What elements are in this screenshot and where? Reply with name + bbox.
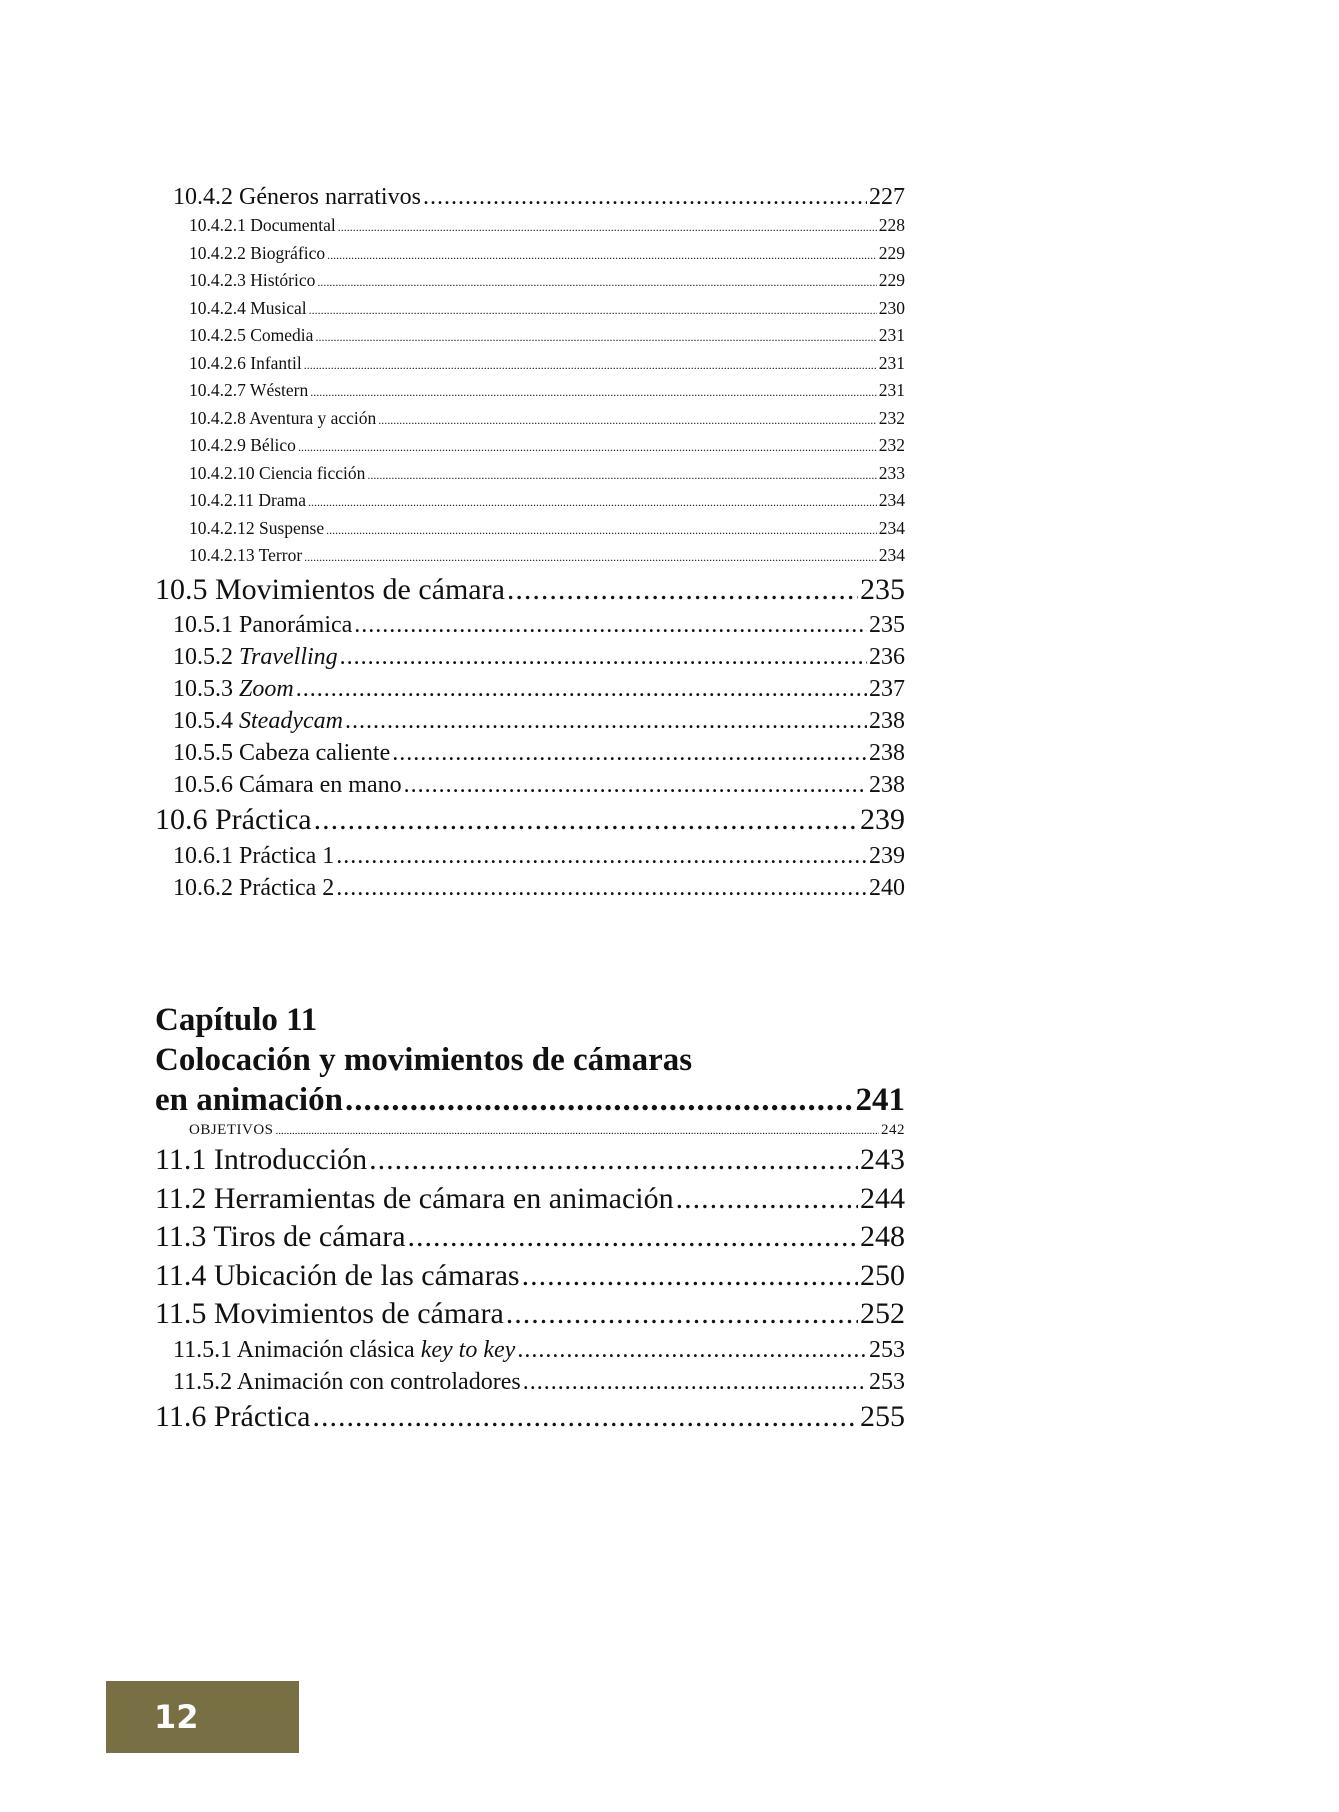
toc-entry-page: 231 <box>878 325 905 345</box>
dot-leader <box>298 433 877 461</box>
page-number-box <box>106 1681 299 1753</box>
toc-entry-page: 253 <box>869 1336 905 1363</box>
dot-leader <box>345 1080 854 1120</box>
toc-entry-label: 10.4.2.11 Drama <box>189 490 306 510</box>
dot-leader <box>676 1180 858 1219</box>
dot-leader <box>296 673 867 705</box>
toc-entry-page: 238 <box>869 708 905 734</box>
toc-section-entry[interactable] <box>155 1180 905 1219</box>
chapter-number: Capítulo 11 <box>155 1002 318 1038</box>
dot-leader <box>309 296 877 324</box>
toc-entry[interactable] <box>155 488 905 516</box>
dot-leader <box>517 1334 867 1366</box>
toc-entry-label: 10.5.6 Cámara en mano <box>173 772 402 798</box>
toc-entry-label: 10.5.1 Panorámica <box>173 612 353 638</box>
toc-entry-label: 11.6 Práctica <box>155 1399 311 1433</box>
chapter-title-line1: Colocación y movimientos de cámaras <box>155 1042 693 1078</box>
toc-entry[interactable] <box>155 296 905 324</box>
dot-leader <box>276 1120 879 1141</box>
dot-leader <box>378 406 876 434</box>
toc-entry-page: 243 <box>860 1143 905 1176</box>
toc-entry-page: 250 <box>860 1258 905 1292</box>
toc-entry-page: 240 <box>869 874 905 901</box>
dot-leader <box>423 181 867 213</box>
toc-entry-page: 248 <box>860 1220 905 1253</box>
dot-leader <box>522 1257 858 1296</box>
dot-leader <box>338 213 877 241</box>
toc-entry-page: 244 <box>860 1181 905 1215</box>
toc-section-entry[interactable] <box>155 1218 905 1257</box>
toc-entry[interactable] <box>155 872 905 904</box>
toc-entry-page: 235 <box>860 572 905 606</box>
toc-entry-italic-term: Travelling <box>239 644 338 670</box>
toc-entry-label: 10.6 Práctica <box>155 803 312 836</box>
toc-entry-page: 235 <box>869 612 905 638</box>
toc-entry-page: 234 <box>878 517 905 538</box>
toc-objectives-entry[interactable] <box>155 1120 905 1141</box>
toc-entry-label: 10.4.2.3 Histórico <box>189 270 316 290</box>
toc-entry-italic-term: Zoom <box>239 676 294 702</box>
toc-entry-page: 253 <box>869 1368 905 1395</box>
toc-entry-page: 238 <box>869 740 905 766</box>
toc-entry[interactable] <box>155 737 905 769</box>
toc-entry-label: 10.6.2 Práctica 2 <box>173 874 335 901</box>
dot-leader <box>327 241 877 269</box>
chapter-title-line2: en animación <box>155 1082 343 1118</box>
toc-entry-page: 227 <box>869 184 905 210</box>
toc-entry[interactable] <box>155 543 905 571</box>
dot-leader <box>367 461 876 489</box>
toc-entry-page: 229 <box>878 270 905 290</box>
toc-entry-label: 11.1 Introducción <box>155 1143 368 1176</box>
toc-entry-number: 10.5.4 <box>173 708 239 734</box>
toc-entry-page: 252 <box>860 1297 905 1330</box>
toc-entry-page: 236 <box>869 644 905 670</box>
toc-section-entry[interactable] <box>155 1257 905 1296</box>
toc-entry-label: 10.4.2.4 Musical <box>189 297 307 318</box>
dot-leader <box>314 801 858 840</box>
toc-entry[interactable] <box>155 609 905 641</box>
chapter-heading[interactable] <box>155 1000 905 1120</box>
toc-entry-label: 10.4.2.9 Bélico <box>189 435 296 455</box>
toc-entry[interactable] <box>155 323 905 351</box>
toc-entry[interactable] <box>155 1366 905 1398</box>
dot-leader <box>345 705 867 737</box>
toc-entry-label: 10.6.1 Práctica 1 <box>173 842 335 869</box>
toc-entry-page: 231 <box>878 352 905 373</box>
dot-leader <box>336 872 867 904</box>
toc-entry-number: 11.5.1 Animación clásica <box>173 1336 421 1363</box>
dot-leader <box>326 516 877 544</box>
dot-leader <box>506 1295 858 1334</box>
toc-entry-label: 10.4.2.2 Biográfico <box>189 242 326 263</box>
dot-leader <box>336 840 867 872</box>
toc-entry-page: 232 <box>878 435 905 455</box>
toc-entry-page: 255 <box>860 1399 905 1433</box>
toc-section-entry[interactable] <box>155 1141 905 1180</box>
toc-entry-italic-term: Steadycam <box>239 708 343 734</box>
toc-entry-number: 10.5.2 <box>173 644 239 670</box>
dot-leader <box>507 571 858 610</box>
dot-leader <box>404 769 867 801</box>
toc-entry-page: 231 <box>878 380 905 400</box>
toc-entry-label <box>173 705 343 737</box>
toc-entry-number: 10.5.3 <box>173 676 239 702</box>
dot-leader <box>310 378 877 406</box>
dot-leader <box>392 737 867 769</box>
dot-leader <box>523 1366 867 1398</box>
toc-entry-label <box>173 1334 515 1366</box>
toc-entry[interactable] <box>155 268 905 296</box>
toc-entry[interactable] <box>155 378 905 406</box>
chapter-title-entry <box>155 1080 905 1120</box>
toc-entry-label: 10.4.2 Géneros narrativos <box>173 184 421 210</box>
toc-entry-label: 11.5 Movimientos de cámara <box>155 1297 504 1330</box>
toc-entry[interactable] <box>155 769 905 801</box>
toc-entry-page: 237 <box>869 676 905 702</box>
toc-entry-page: 239 <box>860 803 905 836</box>
toc-section-entry[interactable] <box>155 571 905 610</box>
toc-entry-page: 228 <box>878 215 905 235</box>
toc-entry[interactable] <box>155 351 905 379</box>
toc-entry-page: 229 <box>878 242 905 263</box>
toc-entry-label: 10.5.5 Cabeza caliente <box>173 740 391 766</box>
toc-entry[interactable] <box>155 641 905 673</box>
page-number: 12 <box>154 1698 199 1736</box>
toc-entry-page: 234 <box>878 490 905 510</box>
dot-leader <box>340 641 867 673</box>
toc-entry[interactable] <box>155 673 905 705</box>
dot-leader <box>408 1218 858 1257</box>
toc-entry-label: OBJETIVOS <box>189 1122 274 1138</box>
toc-entry-page: 242 <box>881 1122 905 1138</box>
toc-entry-label: 11.2 Herramientas de cámara en animación <box>155 1181 674 1215</box>
toc-section-10 <box>155 181 905 904</box>
toc-entry-page: 230 <box>878 297 905 318</box>
dot-leader <box>313 1398 859 1437</box>
toc-entry[interactable] <box>155 241 905 269</box>
toc-entry-label: 10.5 Movimientos de cámara <box>155 572 505 606</box>
toc-entry[interactable] <box>155 213 905 241</box>
toc-entry-label <box>173 641 338 673</box>
toc-entry-label: 10.4.2.13 Terror <box>189 545 303 565</box>
toc-entry[interactable] <box>155 433 905 461</box>
dot-leader <box>308 488 877 516</box>
toc-entry-label <box>173 673 294 705</box>
toc-entry-page: 232 <box>878 407 905 428</box>
toc-entry[interactable] <box>155 406 905 434</box>
chapter-page: 241 <box>855 1082 905 1118</box>
toc-entry-label: 10.4.2.5 Comedia <box>189 325 314 345</box>
toc-entry-page: 234 <box>878 545 905 565</box>
toc-entry-label: 10.4.2.7 Wéstern <box>189 380 309 400</box>
toc-entry-label: 11.3 Tiros de cámara <box>155 1220 406 1253</box>
toc-entry[interactable] <box>155 840 905 872</box>
toc-entry[interactable] <box>155 461 905 489</box>
toc-entry[interactable] <box>155 181 905 213</box>
toc-section-entry[interactable] <box>155 801 905 840</box>
toc-entry-label: 10.4.2.12 Suspense <box>189 517 325 538</box>
toc-entry-label: 11.5.2 Animación con controladores <box>173 1368 521 1395</box>
dot-leader <box>304 543 877 571</box>
toc-section-entry[interactable] <box>155 1398 905 1437</box>
toc-chapter-11 <box>155 1120 905 1436</box>
toc-entry-label: 10.4.2.6 Infantil <box>189 352 302 373</box>
dot-leader <box>369 1141 858 1180</box>
toc-entry-label: 10.4.2.10 Ciencia ficción <box>189 462 366 483</box>
toc-entry[interactable] <box>155 1334 905 1366</box>
dot-leader <box>317 268 876 296</box>
toc-entry-page: 233 <box>878 462 905 483</box>
toc-entry-italic-term: key to key <box>420 1336 516 1363</box>
dot-leader <box>315 323 876 351</box>
toc-entry-label: 11.4 Ubicación de las cámaras <box>155 1258 520 1292</box>
dot-leader <box>354 609 867 641</box>
dot-leader <box>304 351 877 379</box>
toc-entry-page: 239 <box>869 842 905 869</box>
toc-entry-label: 10.4.2.8 Aventura y acción <box>189 407 377 428</box>
toc-section-entry[interactable] <box>155 1295 905 1334</box>
toc-entry[interactable] <box>155 705 905 737</box>
toc-entry-page: 238 <box>869 772 905 798</box>
toc-entry-label: 10.4.2.1 Documental <box>189 215 336 235</box>
toc-entry[interactable] <box>155 516 905 544</box>
